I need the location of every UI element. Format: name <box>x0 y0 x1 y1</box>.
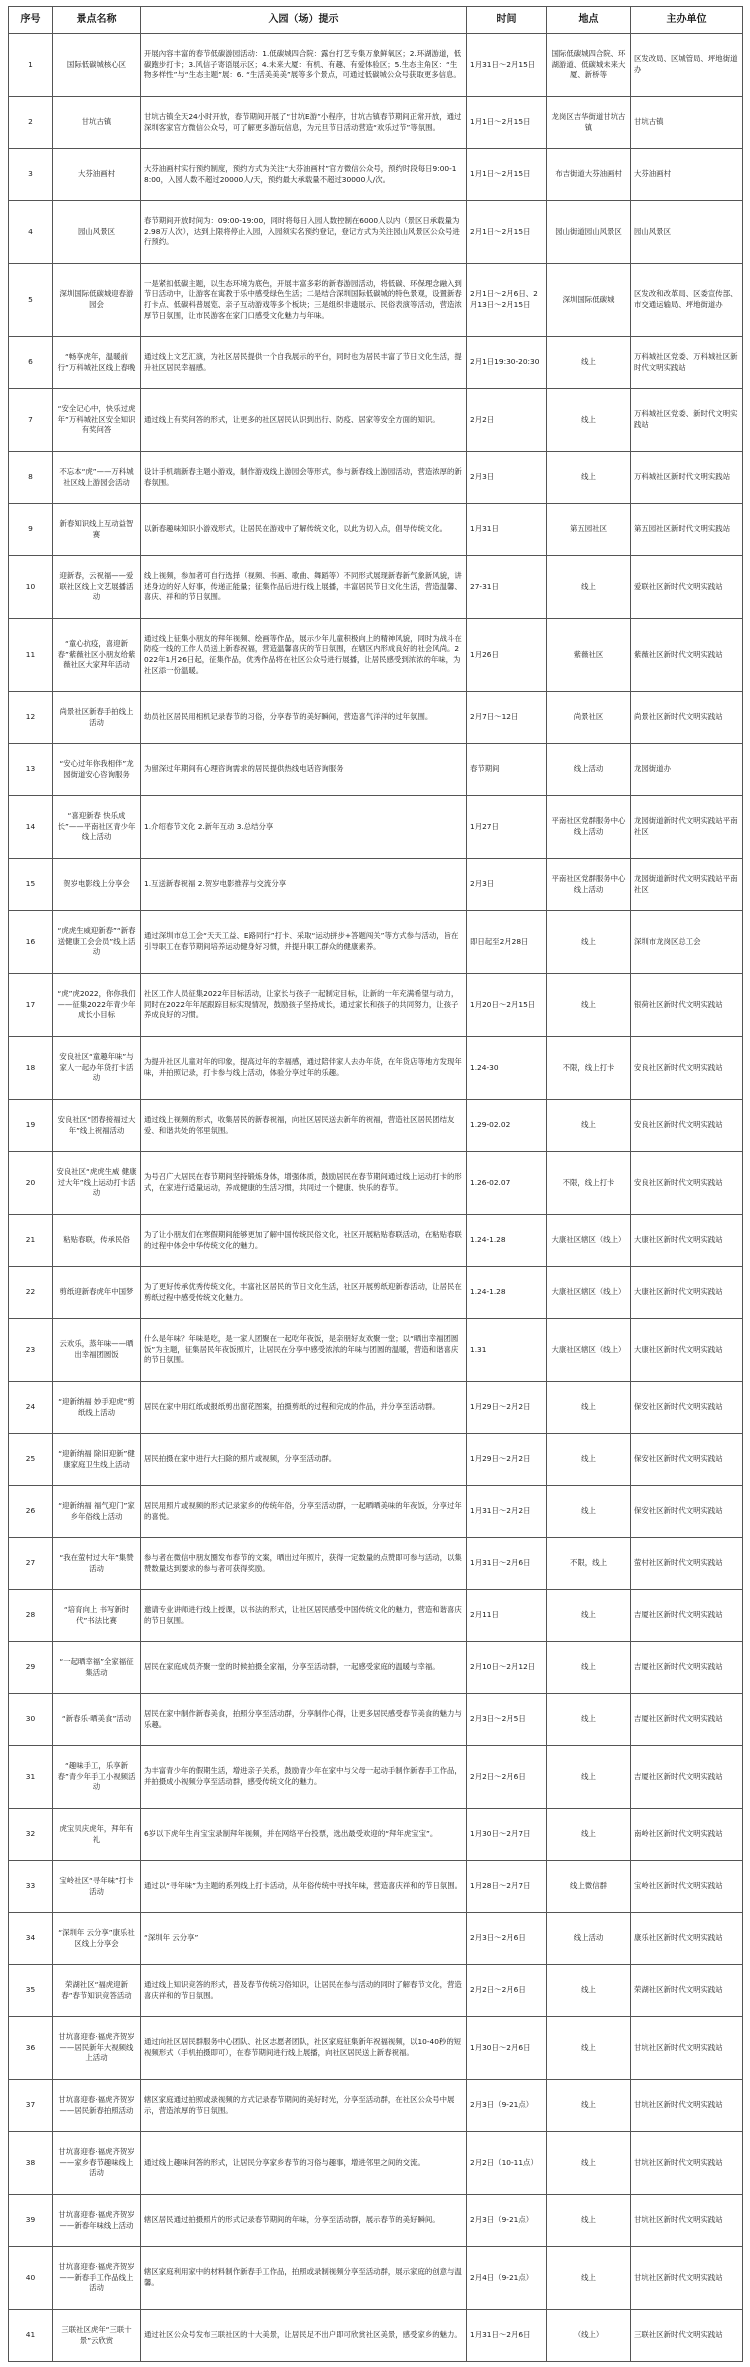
cell-entry-tips: 参与者在微信中朋友圈发布春节的文案，晒出过年照片，获得一定数量的点赞即可参与活动，以集赞数量达到要求的参与者可获得奖励。 <box>141 1538 467 1590</box>
cell-time: 1月28日～2月7日 <box>467 1861 547 1913</box>
cell-organizer: 紫薇社区新时代文明实践站 <box>631 619 743 692</box>
table-row <box>9 264 743 337</box>
cell-venue-name: 宝岭社区“寻年味”打卡活动 <box>53 1861 141 1913</box>
cell-entry-tips: 邀请专业讲师进行线上授课，以书法的形式，让社区居民感受中国传统文化的魅力，营造和谐喜庆的节日氛围。 <box>141 1590 467 1642</box>
cell-organizer: 康乐社区新时代文明实践站 <box>631 1913 743 1965</box>
cell-entry-tips: 1.互送新春祝福 2.贺岁电影推荐与交流分享 <box>141 859 467 911</box>
cell-entry-tips: 开展內容丰富的春节低碳游园活动：1.低碳城四合院：露台打艺专集万象鲜氧区；2.环湖游道，低碳跑步打卡；3.风信子寄语展示区；4.未来大厦：有机、有趣、有爱体验区；5.生态主角区：“生物多样性”与“生态主题”展：6. “生活美美美”展等多个景点，可通过低碳城公众号获取更多信息。 <box>141 34 467 97</box>
cell-location: 线上活动 <box>547 744 631 796</box>
table-row <box>9 911 743 974</box>
cell-time: 27-31日 <box>467 556 547 619</box>
table-row <box>9 2310 743 2362</box>
cell-entry-tips: 通过线上知识竞答的形式，普及春节传统习俗知识，让居民在参与活动的同时了解春节文化，营造喜庆祥和的节日氛围。 <box>141 1965 467 2017</box>
table-row <box>9 796 743 859</box>
table-row <box>9 1590 743 1642</box>
table-row <box>9 974 743 1037</box>
cell-number: 16 <box>9 911 53 974</box>
cell-organizer: 安良社区新时代文明实践站 <box>631 1037 743 1100</box>
cell-venue-name: 甘坑喜迎春·福虎齐贺岁——居民新春拍照活动 <box>53 2080 141 2132</box>
cell-venue-name: “迎新纳福 福气迎门”家乡年俗线上活动 <box>53 1486 141 1538</box>
cell-organizer: 甘坑社区新时代文明实践站 <box>631 2080 743 2132</box>
cell-location: 线上 <box>547 1434 631 1486</box>
cell-location: 布吉街道大芬油画村 <box>547 149 631 201</box>
header-place: 地点 <box>547 7 631 34</box>
cell-venue-name: “安心过年你我相伴”龙园街道安心咨询服务 <box>53 744 141 796</box>
cell-location: 第五园社区 <box>547 504 631 556</box>
cell-time: 2月1日19:30-20:30 <box>467 337 547 389</box>
cell-location: 线上 <box>547 1694 631 1746</box>
cell-entry-tips: 为提升社区儿童对年的印象，提高过年的幸福感，通过陪伴家人去办年货，在年货店等地方发现年味，并拍照记录，打卡参与线上活动，体验分享过年的乐趣。 <box>141 1037 467 1100</box>
cell-entry-tips: 设计手机端新春主题小游戏，制作游戏线上游园会等形式，参与新春线上游园活动，营造浓厚的新春氛围。 <box>141 452 467 504</box>
cell-venue-name: “迎新纳福 妙手迎虎”剪纸线上活动 <box>53 1382 141 1434</box>
cell-entry-tips: 通过社区公众号发布三联社区的十大美景，让居民足不出户即可欣赏社区美景，感受家乡的魅力。 <box>141 2310 467 2362</box>
cell-venue-name: “虎”虎2022，你你我们——征集2022年青少年成长小目标 <box>53 974 141 1037</box>
cell-venue-name: 云欢乐，蒸年味——晒出幸福团圆饭 <box>53 1319 141 1382</box>
cell-number: 3 <box>9 149 53 201</box>
cell-number: 1 <box>9 34 53 97</box>
cell-number: 38 <box>9 2132 53 2195</box>
cell-venue-name: 安良社区“虎虎生威 健康过大年”线上运动打卡活动 <box>53 1152 141 1215</box>
table-row <box>9 1965 743 2017</box>
cell-venue-name: 新春知识线上互动益智赛 <box>53 504 141 556</box>
cell-organizer: 保安社区新时代文明实践站 <box>631 1434 743 1486</box>
cell-venue-name: 粘贴春联，传承民俗 <box>53 1215 141 1267</box>
cell-organizer: 吉厦社区新时代文明实践站 <box>631 1746 743 1809</box>
cell-entry-tips: 甘坑古镇全天24小时开放，春节期间开展了“甘坑E游”小程序，甘坑古镇春节期间正常开放，通过深圳客家官方微信公众号，可了解更多游玩信息，为元旦节日活动营造“欢乐过节”等氛围。 <box>141 97 467 149</box>
cell-organizer: 区发改局、区城管局、坪地街道办 <box>631 34 743 97</box>
cell-organizer: 银荷社区新时代文明实践站 <box>631 974 743 1037</box>
cell-organizer: 大康社区新时代文明实践站 <box>631 1319 743 1382</box>
cell-entry-tips: 以新春趣味知识小游戏形式，让居民在游戏中了解传统文化，以此为切入点，倡导传统文化。 <box>141 504 467 556</box>
cell-location: 不限，线上打卡 <box>547 1037 631 1100</box>
table-row <box>9 1694 743 1746</box>
cell-location: 园山街道园山风景区 <box>547 201 631 264</box>
cell-organizer: 吉厦社区新时代文明实践站 <box>631 1590 743 1642</box>
cell-time: 1.24-30 <box>467 1037 547 1100</box>
cell-location: 线上 <box>547 2132 631 2195</box>
cell-time: 2月3日（9-21点） <box>467 2080 547 2132</box>
cell-organizer: 大康社区新时代文明实践站 <box>631 1267 743 1319</box>
header-desc: 入园（场）提示 <box>141 7 467 34</box>
cell-entry-tips: 居民用照片或视频的形式记录家乡的传统年俗，分享至活动群，一起晒晒美味的年夜饭，分享过年的喜悦。 <box>141 1486 467 1538</box>
cell-location: 线上 <box>547 2017 631 2080</box>
cell-venue-name: 荣湖社区“福虎迎新春”春节知识竞答活动 <box>53 1965 141 2017</box>
cell-location: 线上 <box>547 556 631 619</box>
cell-organizer: 万科城社区党委、新时代文明实践站 <box>631 389 743 452</box>
table-row <box>9 1152 743 1215</box>
cell-location: 不限，线上 <box>547 1538 631 1590</box>
cell-time: 1月30日～2月7日 <box>467 1809 547 1861</box>
cell-organizer: 爱联社区新时代文明实践站 <box>631 556 743 619</box>
cell-location: 尚景社区 <box>547 692 631 744</box>
cell-location: 平南社区党群服务中心线上活动 <box>547 859 631 911</box>
cell-time: 1月31日～2月6日 <box>467 2310 547 2362</box>
cell-organizer: 尚景社区新时代文明实践站 <box>631 692 743 744</box>
cell-location: 线上 <box>547 1746 631 1809</box>
cell-time: 2月2日～2月6日 <box>467 1746 547 1809</box>
cell-venue-name: 安良社区“团春接福过大年”线上祝福活动 <box>53 1100 141 1152</box>
cell-number: 13 <box>9 744 53 796</box>
cell-location: 线上 <box>547 974 631 1037</box>
header-time: 时间 <box>467 7 547 34</box>
cell-venue-name: 剪纸迎新春虎年中国梦 <box>53 1267 141 1319</box>
cell-number: 5 <box>9 264 53 337</box>
cell-time: 2月3日～2月5日 <box>467 1694 547 1746</box>
cell-number: 32 <box>9 1809 53 1861</box>
cell-location: 线上 <box>547 911 631 974</box>
table-row <box>9 452 743 504</box>
cell-location: 线上 <box>547 1486 631 1538</box>
table-row <box>9 1913 743 1965</box>
cell-time: 2月10日～2月12日 <box>467 1642 547 1694</box>
cell-entry-tips: 一是紧扣低碳主题，以生态环境为底色，开展丰富多彩的新春游园活动，将低碳、环保理念融入到节日活动中，让游客在寓教于乐中感受绿色生活；二是结合深圳国际低碳城的特色景观，设置新春打卡点、低碳科普展览、亲子互动游戏等多个板块；三是组织非遗展示、民俗表演等活动，营造浓厚节日氛围，让市民游客在家门口感受文化魅力与年味。 <box>141 264 467 337</box>
cell-time: 1月1日～2月15日 <box>467 97 547 149</box>
cell-number: 28 <box>9 1590 53 1642</box>
cell-organizer: 吉厦社区新时代文明实践站 <box>631 1642 743 1694</box>
cell-venue-name: 安良社区“童趣年味”与家人一起办年货打卡活动 <box>53 1037 141 1100</box>
header-no: 序号 <box>9 7 53 34</box>
cell-number: 9 <box>9 504 53 556</box>
cell-time: 1月27日 <box>467 796 547 859</box>
cell-venue-name: “迎新纳福 除旧迎新”健康家庭卫生线上活动 <box>53 1434 141 1486</box>
cell-number: 6 <box>9 337 53 389</box>
cell-venue-name: 大芬油画村 <box>53 149 141 201</box>
cell-venue-name: 甘坑喜迎春·福虎齐贺岁——新春年味线上活动 <box>53 2195 141 2247</box>
header-name: 景点名称 <box>53 7 141 34</box>
cell-number: 23 <box>9 1319 53 1382</box>
table-row <box>9 2080 743 2132</box>
cell-time: 2月11日 <box>467 1590 547 1642</box>
cell-time: 2月1日～2月15日 <box>467 201 547 264</box>
cell-venue-name: “畅享虎年，温暖前行”万科城社区线上春晚 <box>53 337 141 389</box>
table-row <box>9 1319 743 1382</box>
cell-organizer: 保安社区新时代文明实践站 <box>631 1382 743 1434</box>
header-org: 主办单位 <box>631 7 743 34</box>
cell-venue-name: “培育向上 书写新时代”书法比赛 <box>53 1590 141 1642</box>
cell-entry-tips: 通过线上趣味问答的形式，让居民分享家乡春节的习俗与趣事，增进邻里之间的交流。 <box>141 2132 467 2195</box>
cell-entry-tips: 辖区家庭通过拍照或录视频的方式记录春节期间的美好时光，分享至活动群，在社区公众号中展示，营造浓厚的节日氛围。 <box>141 2080 467 2132</box>
cell-number: 35 <box>9 1965 53 2017</box>
cell-number: 7 <box>9 389 53 452</box>
cell-number: 37 <box>9 2080 53 2132</box>
table-row <box>9 1382 743 1434</box>
cell-venue-name: “一起晒幸福”全家福征集活动 <box>53 1642 141 1694</box>
table-row <box>9 556 743 619</box>
cell-location: 大康社区辖区（线上） <box>547 1215 631 1267</box>
cell-venue-name: “新春乐·晒美食”活动 <box>53 1694 141 1746</box>
cell-number: 27 <box>9 1538 53 1590</box>
table-row <box>9 1434 743 1486</box>
cell-entry-tips: 通过向社区居民群服务中心团队、社区志愿者团队，社区家庭征集新年祝福视频，以10-40秒的短视频形式（手机拍摄即可），在春节期间进行线上展播，向社区居民送上新春祝福。 <box>141 2017 467 2080</box>
table-row <box>9 2247 743 2310</box>
cell-time: 1月30日～2月6日 <box>467 2017 547 2080</box>
table-row <box>9 97 743 149</box>
cell-number: 19 <box>9 1100 53 1152</box>
cell-time: 2月2日～2月6日 <box>467 1965 547 2017</box>
cell-venue-name: 贺岁电影线上分享会 <box>53 859 141 911</box>
cell-organizer: 安良社区新时代文明实践站 <box>631 1152 743 1215</box>
cell-organizer: 保安社区新时代文明实践站 <box>631 1486 743 1538</box>
cell-number: 33 <box>9 1861 53 1913</box>
cell-entry-tips: 居民在家中用红纸或报纸剪出窗花图案，拍摄剪纸的过程和完成的作品，并分享至活动群。 <box>141 1382 467 1434</box>
cell-location: 线上 <box>547 2195 631 2247</box>
cell-time: 1月31日 <box>467 504 547 556</box>
cell-time: 1月31日～2月2日 <box>467 1486 547 1538</box>
cell-entry-tips: 辖区居民通过拍摄照片的形式记录春节期间的年味，分享至活动群，展示春节的美好瞬间。 <box>141 2195 467 2247</box>
cell-venue-name: 甘坑喜迎春·福虎齐贺岁——新春手工作品线上活动 <box>53 2247 141 2310</box>
cell-location: 线上 <box>547 1809 631 1861</box>
table-row <box>9 692 743 744</box>
cell-venue-name: 迎新春，云祝福——爱联社区线上文艺展播活动 <box>53 556 141 619</box>
table-row <box>9 2132 743 2195</box>
cell-number: 34 <box>9 1913 53 1965</box>
cell-number: 41 <box>9 2310 53 2362</box>
cell-number: 30 <box>9 1694 53 1746</box>
cell-venue-name: 国际低碳城核心区 <box>53 34 141 97</box>
cell-entry-tips: 6岁以下虎年生肖宝宝录制拜年视频，并在网络平台投票，选出最受欢迎的“拜年虎宝宝”。 <box>141 1809 467 1861</box>
cell-entry-tips: 通过深圳市总工会“天天工益、E路同行”打卡、采取“运动拼步+答题闯关”等方式参与活动，旨在引导职工在春节期间培养运动健身好习惯，并提升职工群众的健康素养。 <box>141 911 467 974</box>
cell-entry-tips: 为了让小朋友们在寒假期间能够更加了解中国传统民俗文化，社区开展粘贴春联活动，在粘贴春联的过程中体会中华传统文化的魅力。 <box>141 1215 467 1267</box>
cell-time: 1.31 <box>467 1319 547 1382</box>
cell-time: 1.26-02.07 <box>467 1152 547 1215</box>
cell-venue-name: “趣味手工，乐享新春”青少年手工小视频活动 <box>53 1746 141 1809</box>
cell-location: 大康社区辖区（线上） <box>547 1319 631 1382</box>
cell-venue-name: 不忘本“虎”——万科城社区线上游园会活动 <box>53 452 141 504</box>
table-row <box>9 2017 743 2080</box>
cell-organizer: 南岭社区新时代文明实践站 <box>631 1809 743 1861</box>
cell-organizer: 龙园街道新时代文明实践站平南社区 <box>631 796 743 859</box>
cell-location: 紫薇社区 <box>547 619 631 692</box>
cell-organizer: 深圳市龙岗区总工会 <box>631 911 743 974</box>
cell-entry-tips: 为了更好传承优秀传统文化，丰富社区居民的节日文化生活，社区开展剪纸迎新春活动，让居民在剪纸过程中感受传统文化魅力。 <box>141 1267 467 1319</box>
cell-organizer: 第五园社区新时代文明实践站 <box>631 504 743 556</box>
cell-entry-tips: 什么是年味？年味是吃，是一家人团聚在一起吃年夜饭，是亲朋好友欢聚一堂；以“晒出幸福团圆饭”为主题，征集居民年夜饭照片，让居民在分享中感受浓浓的年味与团圆的温暖，营造和谐喜庆的节日氛围。 <box>141 1319 467 1382</box>
cell-venue-name: 甘坑古镇 <box>53 97 141 149</box>
cell-entry-tips: 通过以“寻年味”为主题的系列线上打卡活动，从年俗传统中寻找年味，营造喜庆祥和的节日氛围。 <box>141 1861 467 1913</box>
cell-time: 即日起至2月28日 <box>467 911 547 974</box>
table-row <box>9 1746 743 1809</box>
cell-entry-tips: “深圳年 云分享” <box>141 1913 467 1965</box>
cell-location: 线上 <box>547 452 631 504</box>
cell-entry-tips: 大芬油画村实行预约制度，预约方式为关注“大芬油画村”官方微信公众号，预约时段每日9:00-18:00，入园人数不超过20000人/天，预约最大承载量不超过30000人/次。 <box>141 149 467 201</box>
cell-time: 2月3日～2月6日 <box>467 1913 547 1965</box>
cell-organizer: 吉厦社区新时代文明实践站 <box>631 1694 743 1746</box>
cell-time: 2月2日（10-11点） <box>467 2132 547 2195</box>
cell-number: 25 <box>9 1434 53 1486</box>
cell-entry-tips: 为丰富青少年的假期生活，增进亲子关系，鼓励青少年在家中与父母一起动手制作新春手工作品，并拍摄成小视频分享至活动群，感受传统文化的魅力。 <box>141 1746 467 1809</box>
cell-number: 11 <box>9 619 53 692</box>
cell-location: 线上活动 <box>547 1913 631 1965</box>
cell-organizer: 大康社区新时代文明实践站 <box>631 1215 743 1267</box>
cell-number: 39 <box>9 2195 53 2247</box>
table-row <box>9 1215 743 1267</box>
table-row <box>9 2195 743 2247</box>
cell-time: 2月1日～2月6日、2月13日～2月15日 <box>467 264 547 337</box>
cell-location: 线上 <box>547 2080 631 2132</box>
cell-venue-name: “深圳年 云分享”康乐社区线上分享会 <box>53 1913 141 1965</box>
cell-entry-tips: 线上视频，参加者可自行选择（视频、书画、歌曲、舞蹈等）不同形式展现新春新气象新风貌，讲述身边的好人好事，传递正能量；征集作品后进行线上展播，丰富居民节日文化生活，营造温馨、喜庆、祥和的节日氛围。 <box>141 556 467 619</box>
cell-organizer: 龙园街道办 <box>631 744 743 796</box>
events-table <box>8 6 743 2362</box>
cell-organizer: 甘坑社区新时代文明实践站 <box>631 2195 743 2247</box>
cell-entry-tips: 社区工作人员征集2022年目标活动，让家长与孩子一起制定目标，让新的一年充满希望与动力，同时在2022年年尾跟踪目标实现情况，鼓励孩子坚持成长，通过家长和孩子的共同努力，让孩子养成良好的习惯。 <box>141 974 467 1037</box>
cell-entry-tips: 为号召广大居民在春节期间坚持锻炼身体，增强体质，鼓励居民在春节期间通过线上运动打卡的形式，在家进行适量运动，养成健康的生活习惯，共同过一个健康、快乐的春节。 <box>141 1152 467 1215</box>
cell-number: 31 <box>9 1746 53 1809</box>
cell-time: 2月2日 <box>467 389 547 452</box>
cell-number: 20 <box>9 1152 53 1215</box>
cell-time: 1月29日～2月2日 <box>467 1434 547 1486</box>
cell-number: 29 <box>9 1642 53 1694</box>
cell-organizer: 大芬油画村 <box>631 149 743 201</box>
table-row <box>9 859 743 911</box>
cell-time: 1月20日～2月15日 <box>467 974 547 1037</box>
cell-venue-name: 尚景社区新春手拍线上活动 <box>53 692 141 744</box>
cell-entry-tips: 通过线上征集小朋友的拜年视频、绘画等作品，展示少年儿童积极向上的精神风貌，同时为战斗在防疫一线的工作人员送上新春祝福，营造温馨喜庆的节日氛围，在辖区内形成良好的社会风尚。2022年1月26日起，征集作品，优秀作品将在社区公众号进行展播，让居民感受到浓浓的年味，为社区添一份温暖。 <box>141 619 467 692</box>
cell-venue-name: “安全记心中，快乐过虎年”万科城社区安全知识有奖问答 <box>53 389 141 452</box>
cell-number: 18 <box>9 1037 53 1100</box>
cell-entry-tips: 为留深过年期间有心理咨询需求的居民提供热线电话咨询服务 <box>141 744 467 796</box>
cell-entry-tips: 通过线上文艺汇演，为社区居民提供一个自我展示的平台，同时也为居民丰富了节日文化生活，提升社区居民幸福感。 <box>141 337 467 389</box>
cell-location: 线上 <box>547 2247 631 2310</box>
cell-entry-tips: 居民在家中制作新春美食，拍照分享至活动群，分享制作心得，让更多居民感受春节美食的魅力与乐趣。 <box>141 1694 467 1746</box>
cell-entry-tips: 通过线上视频的形式，收集居民的新春祝福，向社区居民送去新年的祝福，营造社区居民团结友爱、和谐共处的邻里氛围。 <box>141 1100 467 1152</box>
cell-organizer: 区发改和改革局、区委宣传部、市交通运输局、坪地街道办 <box>631 264 743 337</box>
cell-entry-tips: 居民拍摄在家中进行大扫除的照片或视频，分享至活动群。 <box>141 1434 467 1486</box>
cell-location: 线上微信群 <box>547 1861 631 1913</box>
table-row <box>9 1538 743 1590</box>
cell-number: 2 <box>9 97 53 149</box>
cell-number: 12 <box>9 692 53 744</box>
cell-number: 8 <box>9 452 53 504</box>
cell-entry-tips: 辖区家庭利用家中的材料制作新春手工作品，拍照或录制视频分享至活动群，展示家庭的创意与温馨。 <box>141 2247 467 2310</box>
cell-time: 1月29日～2月2日 <box>467 1382 547 1434</box>
table-row <box>9 1100 743 1152</box>
cell-number: 24 <box>9 1382 53 1434</box>
cell-venue-name: 甘坑喜迎春·福虎齐贺岁——居民新年大视频线上活动 <box>53 2017 141 2080</box>
cell-location: 线上 <box>547 389 631 452</box>
cell-organizer: 宝岭社区新时代文明实践站 <box>631 1861 743 1913</box>
cell-organizer: 甘坑社区新时代文明实践站 <box>631 2017 743 2080</box>
cell-organizer: 荣湖社区新时代文明实践站 <box>631 1965 743 2017</box>
table-row <box>9 389 743 452</box>
table-row <box>9 337 743 389</box>
cell-venue-name: “虎虎生威迎新春”“新春送健康工会会员”线上活动 <box>53 911 141 974</box>
table-row <box>9 1486 743 1538</box>
cell-number: 36 <box>9 2017 53 2080</box>
cell-location: 线上 <box>547 1642 631 1694</box>
table-row <box>9 34 743 97</box>
cell-number: 21 <box>9 1215 53 1267</box>
cell-entry-tips: 居民在家庭成员齐聚一堂的时候拍摄全家福，分享至活动群，一起感受家庭的温暖与幸福。 <box>141 1642 467 1694</box>
cell-time: 1.29-02.02 <box>467 1100 547 1152</box>
cell-time: 1月31日～2月15日 <box>467 34 547 97</box>
cell-number: 10 <box>9 556 53 619</box>
cell-location: 国际低碳城四合院、环湖游道、低碳城未来大厦、新桥等 <box>547 34 631 97</box>
cell-venue-name: “我在萤村过大年”集赞活动 <box>53 1538 141 1590</box>
cell-entry-tips: 1.介绍春节文化 2.新年互动 3.总结分享 <box>141 796 467 859</box>
cell-venue-name: 园山风景区 <box>53 201 141 264</box>
table-row <box>9 149 743 201</box>
cell-venue-name: “童心抗疫，喜迎新春”紫薇社区小朋友给紫薇社区大家拜年活动 <box>53 619 141 692</box>
cell-organizer: 甘坑古镇 <box>631 97 743 149</box>
cell-time: 春节期间 <box>467 744 547 796</box>
table-row <box>9 1861 743 1913</box>
cell-entry-tips: 通过线上有奖问答的形式，让更多的社区居民认识到出行、防疫、居家等安全方面的知识。 <box>141 389 467 452</box>
cell-venue-name: 虎宝贝庆虎年，拜年有礼 <box>53 1809 141 1861</box>
cell-location: 大康社区辖区（线上） <box>547 1267 631 1319</box>
cell-time: 1月31日～2月6日 <box>467 1538 547 1590</box>
cell-location: 线上 <box>547 1590 631 1642</box>
cell-organizer: 甘坑社区新时代文明实践站 <box>631 2132 743 2195</box>
cell-time: 2月3日（9-21点） <box>467 2195 547 2247</box>
table-row <box>9 1037 743 1100</box>
cell-time: 1月26日 <box>467 619 547 692</box>
cell-time: 1.24-1.28 <box>467 1215 547 1267</box>
cell-organizer: 萤村社区新时代文明实践站 <box>631 1538 743 1590</box>
cell-location: 线上 <box>547 1382 631 1434</box>
table-row <box>9 504 743 556</box>
table-row <box>9 1809 743 1861</box>
table-row <box>9 201 743 264</box>
cell-venue-name: 深圳国际低碳城迎春游园会 <box>53 264 141 337</box>
cell-location: 平南社区党群服务中心线上活动 <box>547 796 631 859</box>
table-row <box>9 1642 743 1694</box>
cell-time: 1.24-1.28 <box>467 1267 547 1319</box>
cell-location: 线上 <box>547 1965 631 2017</box>
cell-time: 2月7日～12日 <box>467 692 547 744</box>
table-row <box>9 1267 743 1319</box>
cell-organizer: 万科城社区新时代文明实践站 <box>631 452 743 504</box>
cell-number: 14 <box>9 796 53 859</box>
cell-time: 2月3日 <box>467 859 547 911</box>
cell-organizer: 万科城社区党委、万科城社区新时代文明实践站 <box>631 337 743 389</box>
cell-time: 1月1日～2月15日 <box>467 149 547 201</box>
cell-organizer: 龙园街道新时代文明实践站平南社区 <box>631 859 743 911</box>
cell-entry-tips: 幼员社区居民用相机记录春节的习俗，分享春节的美好瞬间，营造喜气洋洋的过年氛围。 <box>141 692 467 744</box>
cell-location: 深圳国际低碳城 <box>547 264 631 337</box>
cell-organizer: 安良社区新时代文明实践站 <box>631 1100 743 1152</box>
cell-organizer: 甘坑社区新时代文明实践站 <box>631 2247 743 2310</box>
table-row <box>9 619 743 692</box>
cell-location: （线上） <box>547 2310 631 2362</box>
cell-venue-name: “喜迎新春 快乐成长”——平南社区青少年线上活动 <box>53 796 141 859</box>
header-row <box>9 7 743 34</box>
cell-number: 17 <box>9 974 53 1037</box>
cell-number: 4 <box>9 201 53 264</box>
cell-entry-tips: 春节期间开放时间为：09:00-19:00，同时将每日入园人数控制在6000人以内（景区日承载量为2.98万人次），达到上限将停止入园，入园须实名预约登记，登记方式为关注园山风景区公众号进行预约。 <box>141 201 467 264</box>
table-row <box>9 744 743 796</box>
cell-time: 2月3日 <box>467 452 547 504</box>
cell-number: 26 <box>9 1486 53 1538</box>
cell-number: 40 <box>9 2247 53 2310</box>
cell-number: 22 <box>9 1267 53 1319</box>
cell-organizer: 园山风景区 <box>631 201 743 264</box>
cell-location: 龙岗区吉华街道甘坑古镇 <box>547 97 631 149</box>
cell-location: 线上 <box>547 1100 631 1152</box>
cell-location: 线上 <box>547 337 631 389</box>
table-body <box>9 34 743 2362</box>
cell-number: 15 <box>9 859 53 911</box>
cell-venue-name: 甘坑喜迎春·福虎齐贺岁——家乡春节趣味线上活动 <box>53 2132 141 2195</box>
cell-organizer: 三联社区新时代文明实践站 <box>631 2310 743 2362</box>
cell-location: 不限，线上打卡 <box>547 1152 631 1215</box>
cell-venue-name: 三联社区虎年“三联十景”云欣赏 <box>53 2310 141 2362</box>
cell-time: 2月4日（9-21点） <box>467 2247 547 2310</box>
